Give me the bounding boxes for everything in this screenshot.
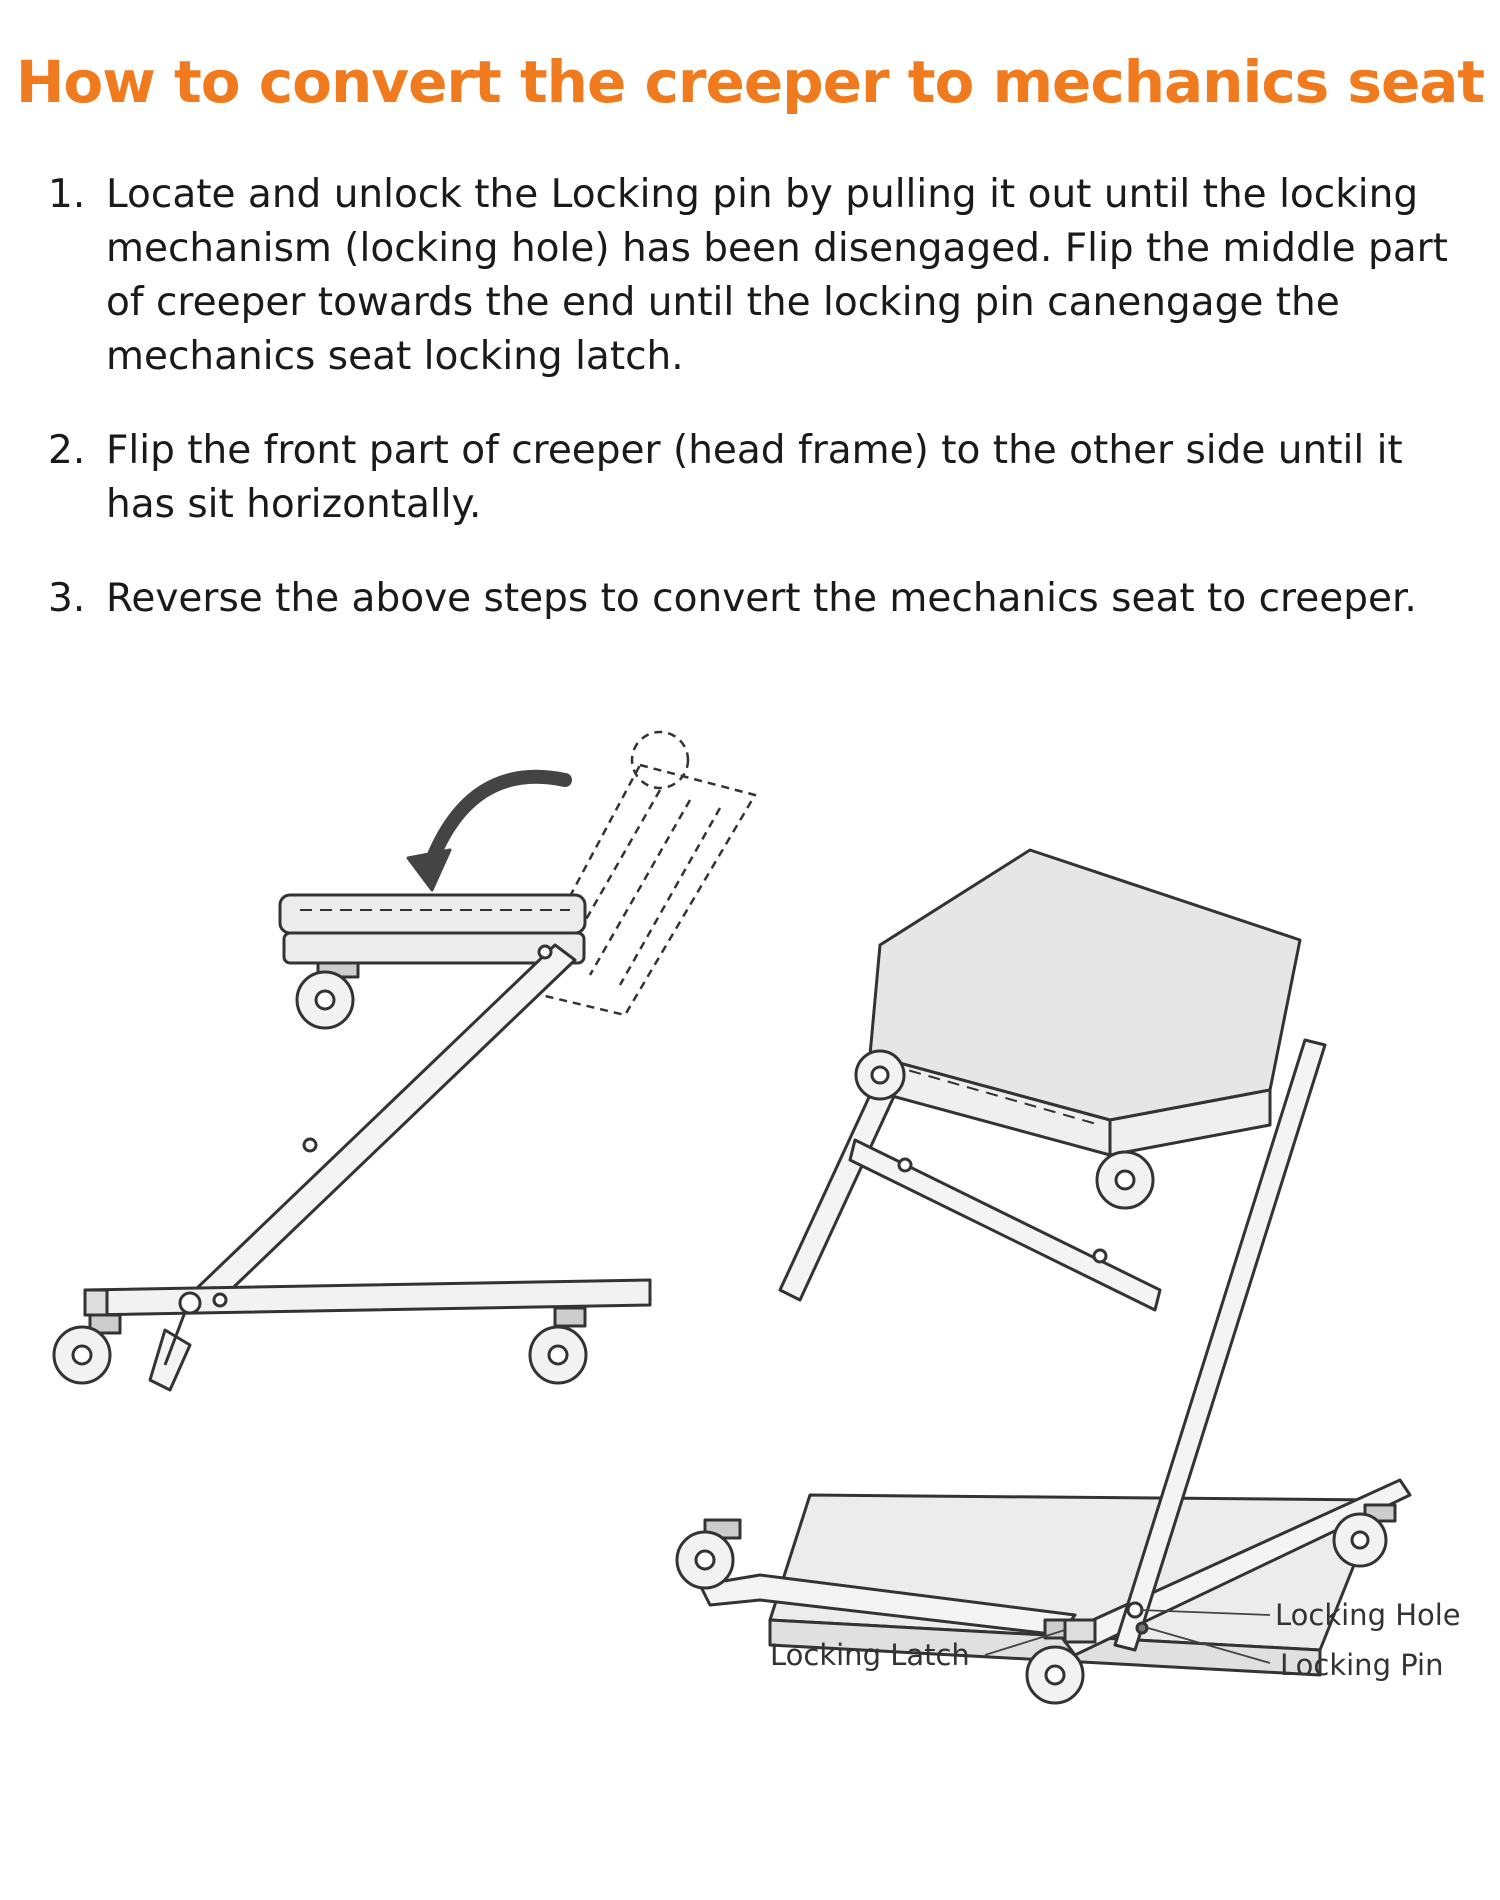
locking-hole-label: Locking Hole xyxy=(1275,1598,1461,1632)
mechanics-seat-drawing xyxy=(677,850,1410,1703)
locking-pin xyxy=(1137,1623,1147,1633)
step-text: Flip the front part of creeper (head frame) to the other side until it has sit horizontally. xyxy=(106,428,1403,527)
arrow-head-icon xyxy=(408,850,450,890)
step-number: 1. xyxy=(48,172,86,217)
seat-pad xyxy=(280,895,585,933)
locking-pin-label: Locking Pin xyxy=(1280,1648,1444,1682)
step-2 xyxy=(48,424,1448,532)
locking-latch xyxy=(1065,1620,1095,1642)
step-number: 3. xyxy=(48,576,86,621)
locking-hole xyxy=(1128,1603,1142,1617)
instruction-steps xyxy=(48,168,1448,666)
step-1 xyxy=(48,168,1448,384)
creeper-folding-drawing xyxy=(54,732,755,1390)
diagonal-frame-arm xyxy=(195,945,575,1305)
step-number: 2. xyxy=(48,428,86,473)
page-title: How to convert the creeper to mechanics seat xyxy=(15,48,1485,116)
step-text: Locate and unlock the Locking pin by pulling it out until the locking mechanism (locking hole) has been disengaged. Flip the middle part of creeper towards the end until the locking pin canengage the mechanics seat locking latch. xyxy=(106,172,1448,379)
step-text: Reverse the above steps to convert the mechanics seat to creeper. xyxy=(106,576,1417,621)
creeper-illustration xyxy=(0,700,1500,1850)
step-3 xyxy=(48,572,1448,626)
locking-latch-label: Locking Latch xyxy=(770,1638,970,1672)
